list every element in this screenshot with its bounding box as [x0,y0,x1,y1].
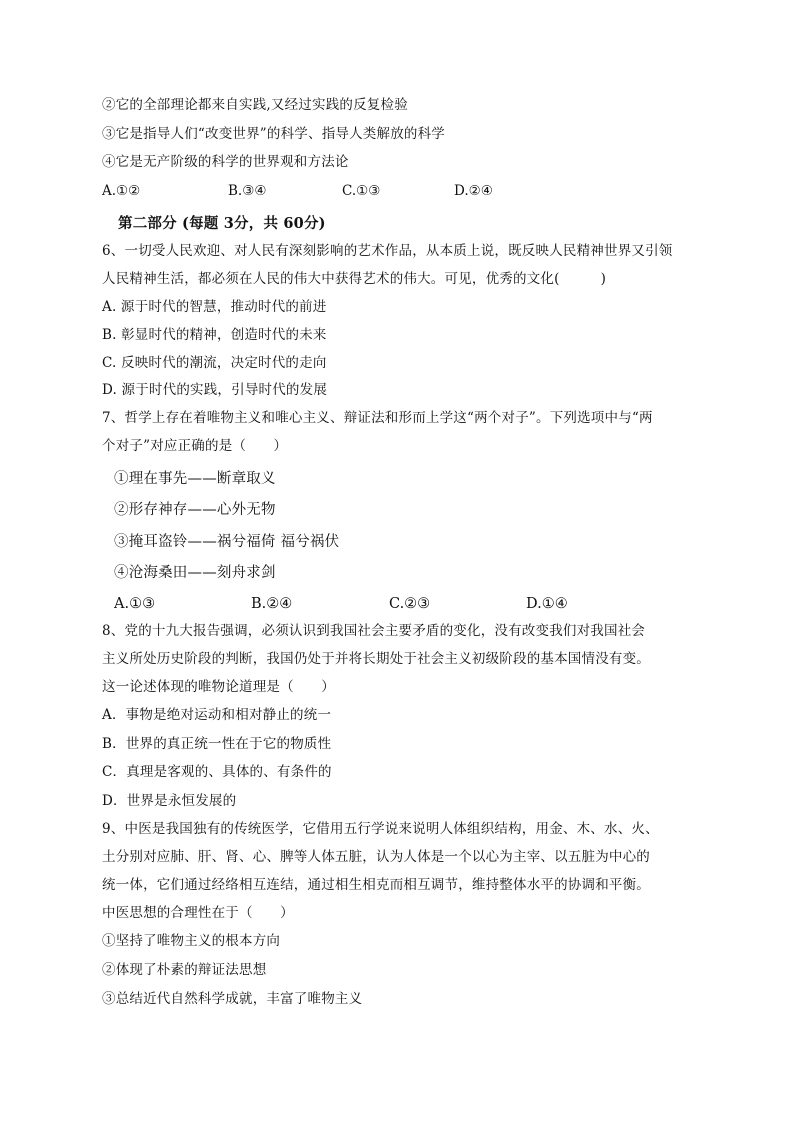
q8-option-c: C．真理是客观的、具体的、有条件的 [102,764,332,780]
q6-option-b: B. 彰显时代的精神，创造时代的未来 [102,327,327,343]
q7-item-2: ②形存神存——心外无物 [114,502,276,518]
q7-option-b: B.②④ [251,596,293,612]
q6-stem-line-2: 人民精神生活，都必须在人民的伟大中获得艺术的伟大。可见，优秀的文化( ) [102,271,607,287]
q5-option-c: C.①③ [342,183,381,199]
q7-item-4: ④沧海桑田——刻舟求剑 [114,565,276,581]
q7-item-3: ③掩耳盗铃——祸兮福倚 福兮祸伏 [114,534,340,550]
q9-stem-line-2: 土分别对应肺、肝、肾、心、脾等人体五脏，认为人体是一个以心为主宰、以五脏为中心的 [102,849,650,865]
q9-item-1: ①坚持了唯物主义的根本方向 [102,933,281,949]
q9-stem-line-1: 9、中医是我国独有的传统医学，它借用五行学说来说明人体组织结构，用金、木、水、火、 [102,821,659,837]
q8-stem-line-1: 8、党的十九大报告强调，必须认识到我国社会主要矛盾的变化，没有改变我们对我国社会 [102,623,646,639]
section-heading: 第二部分 (每题 3分，共 60分) [118,215,326,232]
q8-stem-line-3: 这一论述体现的唯物论道理是（ ） [102,679,335,695]
q9-stem-line-4: 中医思想的合理性在于（ ） [102,905,294,921]
q5-option-a: A.①② [102,183,141,199]
q5-statement-4: ④它是无产阶级的科学的世界观和方法论 [102,154,349,170]
q7-item-1: ①理在事先——断章取义 [114,471,276,487]
q5-statement-2: ②它的全部理论都来自实践,又经过实践的反复检验 [102,97,408,113]
q9-stem-line-3: 统一体，它们通过经络相互连结，通过相生相克而相互调节，维持整体水平的协调和平衡。 [102,877,650,893]
q9-item-3: ③总结近代自然科学成就，丰富了唯物主义 [102,991,363,1007]
q7-option-d: D.①④ [526,596,568,612]
q7-option-c: C.②③ [389,596,431,612]
q5-statement-3: ③它是指导人们“改变世界”的科学、指导人类解放的科学 [102,126,446,142]
q6-option-d: D. 源于时代的实践，引导时代的发展 [102,382,328,398]
q6-option-c: C. 反映时代的潮流，决定时代的走向 [102,355,327,371]
q8-stem-line-2: 主义所处历史阶段的判断，我国仍处于并将长期处于社会主义初级阶段的基本国情没有变。 [102,651,650,667]
q7-stem-line-2: 个对子”对应正确的是（ ） [102,438,288,454]
q6-stem-line-1: 6、一切受人民欢迎、对人民有深刻影响的艺术作品，从本质上说，既反映人民精神世界又引领 [102,243,673,259]
q8-option-b: B．世界的真正统一性在于它的物质性 [102,736,332,752]
q5-option-b: B.③④ [228,183,267,199]
q7-option-a: A.①③ [114,596,156,612]
q5-option-d: D.②④ [454,183,493,199]
q8-option-d: D．世界是永恒发展的 [102,793,237,809]
q7-stem-line-1: 7、哲学上存在着唯物主义和唯心主义、辩证法和形而上学这“两个对子”。下列选项中与“两 [102,410,653,426]
q9-item-2: ②体现了朴素的辩证法思想 [102,962,267,978]
q6-option-a: A. 源于时代的智慧，推动时代的前进 [102,299,327,315]
q8-option-a: A．事物是绝对运动和相对静止的统一 [102,707,332,723]
